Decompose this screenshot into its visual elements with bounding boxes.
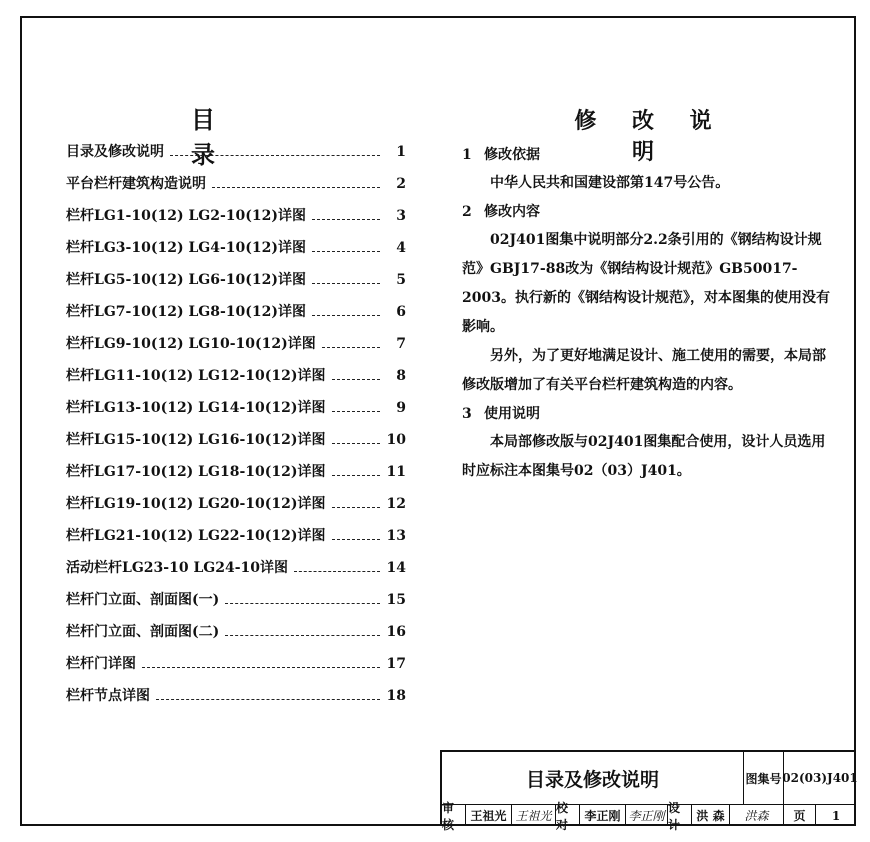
toc-item-page: 5 xyxy=(396,272,406,288)
toc-item xyxy=(66,621,406,653)
toc-item-page: 8 xyxy=(396,368,406,384)
leader-line xyxy=(332,475,381,476)
toc-title: 目 录 xyxy=(191,105,259,169)
leader-line xyxy=(332,411,381,412)
section-title: 使用说明 xyxy=(484,406,540,422)
toc-item xyxy=(66,173,406,205)
leader-line xyxy=(322,347,380,348)
toc-item-label: 活动栏杆LG23-10 LG24-10详图 xyxy=(66,560,289,576)
leader-line xyxy=(332,539,381,540)
toc-item-label: 栏杆LG19-10(12) LG20-10(12)详图 xyxy=(66,496,326,512)
leader-line xyxy=(312,251,380,252)
review-label: 审核 xyxy=(442,804,466,826)
leader-line xyxy=(332,379,381,380)
toc-item-page: 17 xyxy=(386,656,406,672)
toc-item-label: 栏杆LG5-10(12) LG6-10(12)详图 xyxy=(66,272,307,288)
leader-line xyxy=(332,443,381,444)
toc-item-label: 栏杆门详图 xyxy=(66,656,136,672)
toc-item xyxy=(66,269,406,301)
toc-item xyxy=(66,301,406,333)
toc-item xyxy=(66,589,406,621)
toc-item xyxy=(66,525,406,557)
design-label: 设计 xyxy=(668,804,692,826)
check-signature: 李正刚 xyxy=(626,804,668,826)
section-heading xyxy=(462,141,832,169)
revision-notes xyxy=(462,141,832,486)
toc-item-label: 栏杆LG7-10(12) LG8-10(12)详图 xyxy=(66,304,307,320)
toc-item-label: 栏杆LG17-10(12) LG18-10(12)详图 xyxy=(66,464,326,480)
section-title: 修改依据 xyxy=(484,147,540,163)
toc-item xyxy=(66,653,406,685)
toc-item-page: 7 xyxy=(396,336,406,352)
check-name: 李正刚 xyxy=(580,804,626,826)
toc-item-label: 栏杆门立面、剖面图(二) xyxy=(66,624,220,640)
toc-item-label: 栏杆LG21-10(12) LG22-10(12)详图 xyxy=(66,528,326,544)
leader-line xyxy=(225,603,380,604)
toc-item-label: 栏杆LG3-10(12) LG4-10(12)详图 xyxy=(66,240,307,256)
page-label: 页 xyxy=(784,804,816,826)
section-heading xyxy=(462,198,832,226)
toc-item xyxy=(66,493,406,525)
toc-item-label: 栏杆LG9-10(12) LG10-10(12)详图 xyxy=(66,336,316,352)
review-name: 王祖光 xyxy=(466,804,512,826)
page-number: 1 xyxy=(816,804,856,826)
title-block xyxy=(440,750,858,832)
toc-item-page: 18 xyxy=(386,688,406,704)
toc-item xyxy=(66,461,406,493)
revision-title: 修 改 说 明 xyxy=(574,108,726,165)
toc-item-page: 14 xyxy=(386,560,406,576)
toc-item-page: 6 xyxy=(396,304,406,320)
toc-item-page: 11 xyxy=(386,464,406,480)
toc-item-page: 1 xyxy=(396,144,406,160)
leader-line xyxy=(332,507,381,508)
toc-item xyxy=(66,557,406,589)
section-number: 2 xyxy=(462,204,472,220)
design-signature: 洪森 xyxy=(730,804,784,826)
toc-item-label: 平台栏杆建筑构造说明 xyxy=(66,176,206,192)
toc-item-label: 栏杆LG13-10(12) LG14-10(12)详图 xyxy=(66,400,326,416)
drawing-title: 目录及修改说明 xyxy=(442,752,744,804)
toc-item xyxy=(66,237,406,269)
section-title: 修改内容 xyxy=(484,204,540,220)
leader-line xyxy=(312,315,380,316)
section-heading xyxy=(462,400,832,428)
toc-item-page: 13 xyxy=(386,528,406,544)
leader-line xyxy=(312,283,380,284)
atlas-number: 02(03)J401 xyxy=(782,771,858,785)
toc-item-label: 栏杆门立面、剖面图(一) xyxy=(66,592,220,608)
leader-line xyxy=(170,155,380,156)
leader-line xyxy=(225,635,380,636)
toc-item xyxy=(66,141,406,173)
check-label: 校对 xyxy=(556,804,580,826)
toc-item xyxy=(66,429,406,461)
toc-item-label: 栏杆LG11-10(12) LG12-10(12)详图 xyxy=(66,368,326,384)
leader-line xyxy=(212,187,380,188)
toc-item-label: 目录及修改说明 xyxy=(66,144,164,160)
leader-line xyxy=(156,699,380,700)
toc-item xyxy=(66,333,406,365)
toc-item-page: 10 xyxy=(386,432,406,448)
toc-item xyxy=(66,365,406,397)
section-text: 另外，为了更好地满足设计、施工使用的需要，本局部修改版增加了有关平台栏杆建筑构造的内容。 xyxy=(462,348,826,393)
leader-line xyxy=(294,571,380,572)
toc-item-page: 9 xyxy=(396,400,406,416)
toc-item-page: 4 xyxy=(396,240,406,256)
toc-item xyxy=(66,397,406,429)
toc-list xyxy=(66,141,406,717)
toc-item-page: 2 xyxy=(396,176,406,192)
section-text: 02J401图集中说明部分2.2条引用的《钢结构设计规范》GBJ17-88改为《钢结构设计规范》GB50017-2003。执行新的《钢结构设计规范》，对本图集的使用没有影响。 xyxy=(462,232,830,335)
toc-item-page: 3 xyxy=(396,208,406,224)
atlas-number-label: 图集号 xyxy=(744,752,784,804)
toc-item-page: 12 xyxy=(386,496,406,512)
toc-item-page: 15 xyxy=(386,592,406,608)
toc-item-label: 栏杆LG15-10(12) LG16-10(12)详图 xyxy=(66,432,326,448)
review-signature: 王祖光 xyxy=(512,804,556,826)
toc-item xyxy=(66,205,406,237)
section-text: 中华人民共和国建设部第147号公告。 xyxy=(490,175,730,191)
section-text: 本局部修改版与02J401图集配合使用，设计人员选用时应标注本图集号02（03）J401。 xyxy=(462,434,826,479)
leader-line xyxy=(312,219,380,220)
section-number: 3 xyxy=(462,406,472,422)
leader-line xyxy=(142,667,380,668)
toc-item xyxy=(66,685,406,717)
toc-item-label: 栏杆LG1-10(12) LG2-10(12)详图 xyxy=(66,208,307,224)
toc-item-label: 栏杆节点详图 xyxy=(66,688,150,704)
design-name: 洪 森 xyxy=(692,804,730,826)
section-number: 1 xyxy=(462,147,472,163)
toc-item-page: 16 xyxy=(386,624,406,640)
